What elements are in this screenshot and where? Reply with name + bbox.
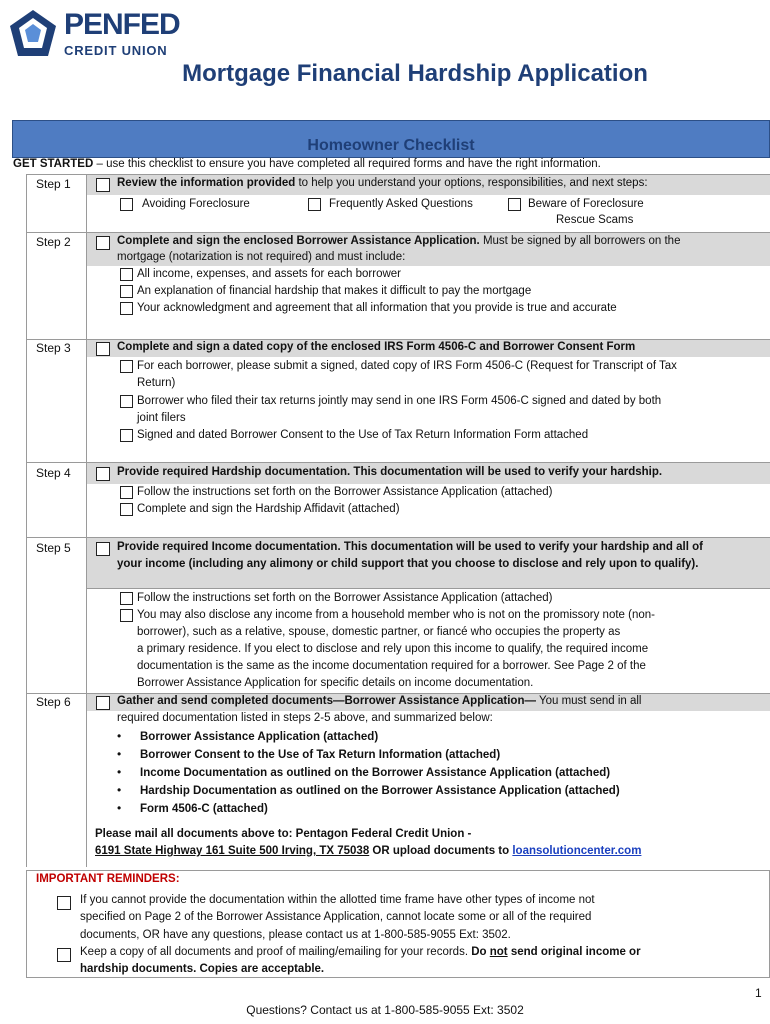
step5-item2-line2: borrower), such as a relative, spouse, domestic partner, or fiancé who occupies the property as <box>137 626 621 638</box>
bullet-dot: • <box>117 747 122 761</box>
row-divider <box>87 588 770 589</box>
upload-text: OR upload documents to <box>369 845 513 857</box>
reminder2-not: not <box>489 946 508 958</box>
step2-item1: All income, expenses, and assets for each borrower <box>137 268 401 280</box>
step1-heading <box>117 175 648 192</box>
upload-link[interactable]: loansolutioncenter.com <box>512 845 642 857</box>
reminder2-line2: hardship documents. Copies are acceptable. <box>80 963 325 975</box>
step6-bullet: Hardship Documentation as outlined on the Borrower Assistance Application (attached) <box>140 785 620 797</box>
step3-item2-checkbox[interactable] <box>120 395 133 408</box>
step2-heading-line2: mortgage (notarization is not required) and must include: <box>117 251 406 263</box>
row-divider <box>26 462 770 463</box>
step2-item3-checkbox[interactable] <box>120 302 133 315</box>
reminder2-checkbox[interactable] <box>57 948 71 962</box>
step5-item2-line5: Borrower Assistance Application for specific details on income documentation. <box>137 677 534 689</box>
intro-rest: – use this checklist to ensure you have completed all required forms and have the right information. <box>93 158 601 170</box>
step3-item1-checkbox[interactable] <box>120 360 133 373</box>
step5-item2-line1: You may also disclose any income from a household member who is not on the promissory note (non- <box>137 609 655 621</box>
reminders-title: IMPORTANT REMINDERS: <box>36 873 180 885</box>
step4-heading: Provide required Hardship documentation. This documentation will be used to verify your hardship. <box>117 466 663 478</box>
mailing-instructions: Please mail all documents above to: Pentagon Federal Credit Union - <box>95 828 472 840</box>
step1-checkbox[interactable] <box>96 178 110 192</box>
step6-bullet: Borrower Consent to the Use of Tax Return Information (attached) <box>140 749 501 761</box>
document-title: Mortgage Financial Hardship Application <box>182 60 648 87</box>
mailing-address: 6191 State Highway 161 Suite 500 Irving, TX 75038 <box>95 845 370 857</box>
step3-item2-line2: joint filers <box>137 412 186 424</box>
step3-item3-checkbox[interactable] <box>120 429 133 442</box>
step3-heading: Complete and sign a dated copy of the enclosed IRS Form 4506-C and Borrower Consent Form <box>117 341 636 353</box>
step4-checkbox[interactable] <box>96 467 110 481</box>
step3-checkbox[interactable] <box>96 342 110 356</box>
step5-checkbox[interactable] <box>96 542 110 556</box>
step2-item1-checkbox[interactable] <box>120 268 133 281</box>
step3-item3: Signed and dated Borrower Consent to the Use of Tax Return Information Form attached <box>137 429 589 441</box>
step2-checkbox[interactable] <box>96 236 110 250</box>
step6-bullet: Borrower Assistance Application (attached) <box>140 731 379 743</box>
step4-label: Step 4 <box>36 466 71 480</box>
step3-label: Step 3 <box>36 341 71 355</box>
step1-opt3-checkbox[interactable] <box>508 198 521 211</box>
reminder1-checkbox[interactable] <box>57 896 71 910</box>
step1-opt3-line1: Beware of Foreclosure <box>528 198 644 210</box>
step4-item1-checkbox[interactable] <box>120 486 133 499</box>
intro-bold: GET STARTED <box>13 158 94 170</box>
step4-item2-checkbox[interactable] <box>120 503 133 516</box>
step2-heading <box>117 233 680 250</box>
step5-item1: Follow the instructions set forth on the Borrower Assistance Application (attached) <box>137 592 553 604</box>
step1-opt2: Frequently Asked Questions <box>329 198 473 210</box>
reminder1-line1: If you cannot provide the documentation within the allotted time frame have other types of income not <box>80 894 595 906</box>
step2-item3: Your acknowledgment and agreement that all information that you provide is true and accurate <box>137 302 617 314</box>
step1-heading-bold: Review the information provided <box>117 177 296 189</box>
step1-opt1: Avoiding Foreclosure <box>142 198 250 210</box>
mailing-address-line <box>95 843 641 860</box>
step6-bullet: Income Documentation as outlined on the Borrower Assistance Application (attached) <box>140 767 611 779</box>
step1-heading-text: to help you understand your options, responsibilities, and next steps: <box>295 177 648 189</box>
step5-item2-checkbox[interactable] <box>120 609 133 622</box>
step1-opt3-line2: Rescue Scams <box>556 214 634 226</box>
step1-opt2-checkbox[interactable] <box>308 198 321 211</box>
row-divider <box>26 537 770 538</box>
step6-heading-text: You must send in all <box>535 695 642 707</box>
bullet-dot: • <box>117 729 122 743</box>
banner-title: Homeowner Checklist <box>307 137 475 154</box>
step6-heading <box>117 693 641 710</box>
step5-item2-line3: a primary residence. If you elect to disclose and rely upon this income to qualify, the required income <box>137 643 649 655</box>
page-number: 1 <box>755 986 762 1000</box>
step-column <box>26 174 87 867</box>
checklist-banner <box>12 120 770 158</box>
bullet-dot: • <box>117 765 122 779</box>
reminder2-bold1: Do <box>471 946 490 958</box>
step4-item2: Complete and sign the Hardship Affidavit (attached) <box>137 503 400 515</box>
reminder2-line1 <box>80 944 641 961</box>
step6-heading-line2: required documentation listed in steps 2-5 above, and summarized below: <box>117 712 493 724</box>
step3-item1-line2: Return) <box>137 377 176 389</box>
footer-contact: Questions? Contact us at 1-800-585-9055 Ext: 3502 <box>246 1003 524 1017</box>
step5-item2-line4: documentation is the same as the income documentation required for a borrower. See Page 2 of the <box>137 660 646 672</box>
penfed-logo <box>8 8 178 60</box>
bullet-dot: • <box>117 783 122 797</box>
step5-item1-checkbox[interactable] <box>120 592 133 605</box>
step6-label: Step 6 <box>36 695 71 709</box>
step2-item2-checkbox[interactable] <box>120 285 133 298</box>
step2-label: Step 2 <box>36 235 71 249</box>
step3-item2-line1: Borrower who filed their tax returns jointly may send in one IRS Form 4506-C signed and dated by both <box>137 395 662 407</box>
step5-heading-line2: your income (including any alimony or child support that you choose to disclose and rely upon to qualify). <box>117 558 699 570</box>
pentagon-logo-icon <box>8 8 58 60</box>
bullet-dot: • <box>117 801 122 815</box>
reminder2-bold2: send original income or <box>507 946 641 958</box>
step1-opt1-checkbox[interactable] <box>120 198 133 211</box>
step4-item1: Follow the instructions set forth on the Borrower Assistance Application (attached) <box>137 486 553 498</box>
step2-heading-bold: Complete and sign the enclosed Borrower Assistance Application. <box>117 235 480 247</box>
step6-heading-bold: Gather and send completed documents—Borrower Assistance Application— <box>117 695 536 707</box>
brand-subtitle: CREDIT UNION <box>64 43 168 58</box>
step5-heading-line1: Provide required Income documentation. This documentation will be used to verify your hardship and all of <box>117 541 703 553</box>
reminder2-text: Keep a copy of all documents and proof of mailing/emailing for your records. <box>80 946 472 958</box>
step2-item2: An explanation of financial hardship that makes it difficult to pay the mortgage <box>137 285 532 297</box>
reminder1-line3: documents, OR have any questions, please contact us at 1-800-585-9055 Ext: 3502. <box>80 929 511 941</box>
step6-bullet: Form 4506-C (attached) <box>140 803 268 815</box>
reminder1-line2: specified on Page 2 of the Borrower Assistance Application, cannot locate some or all of the required <box>80 911 592 923</box>
step5-label: Step 5 <box>36 541 71 555</box>
step2-heading-text: Must be signed by all borrowers on the <box>479 235 681 247</box>
step6-checkbox[interactable] <box>96 696 110 710</box>
step1-label: Step 1 <box>36 177 71 191</box>
intro-text <box>13 158 601 170</box>
brand-name: PENFED <box>64 8 180 41</box>
step3-item1-line1: For each borrower, please submit a signed, dated copy of IRS Form 4506-C (Request for Transcript of Tax <box>137 360 677 372</box>
